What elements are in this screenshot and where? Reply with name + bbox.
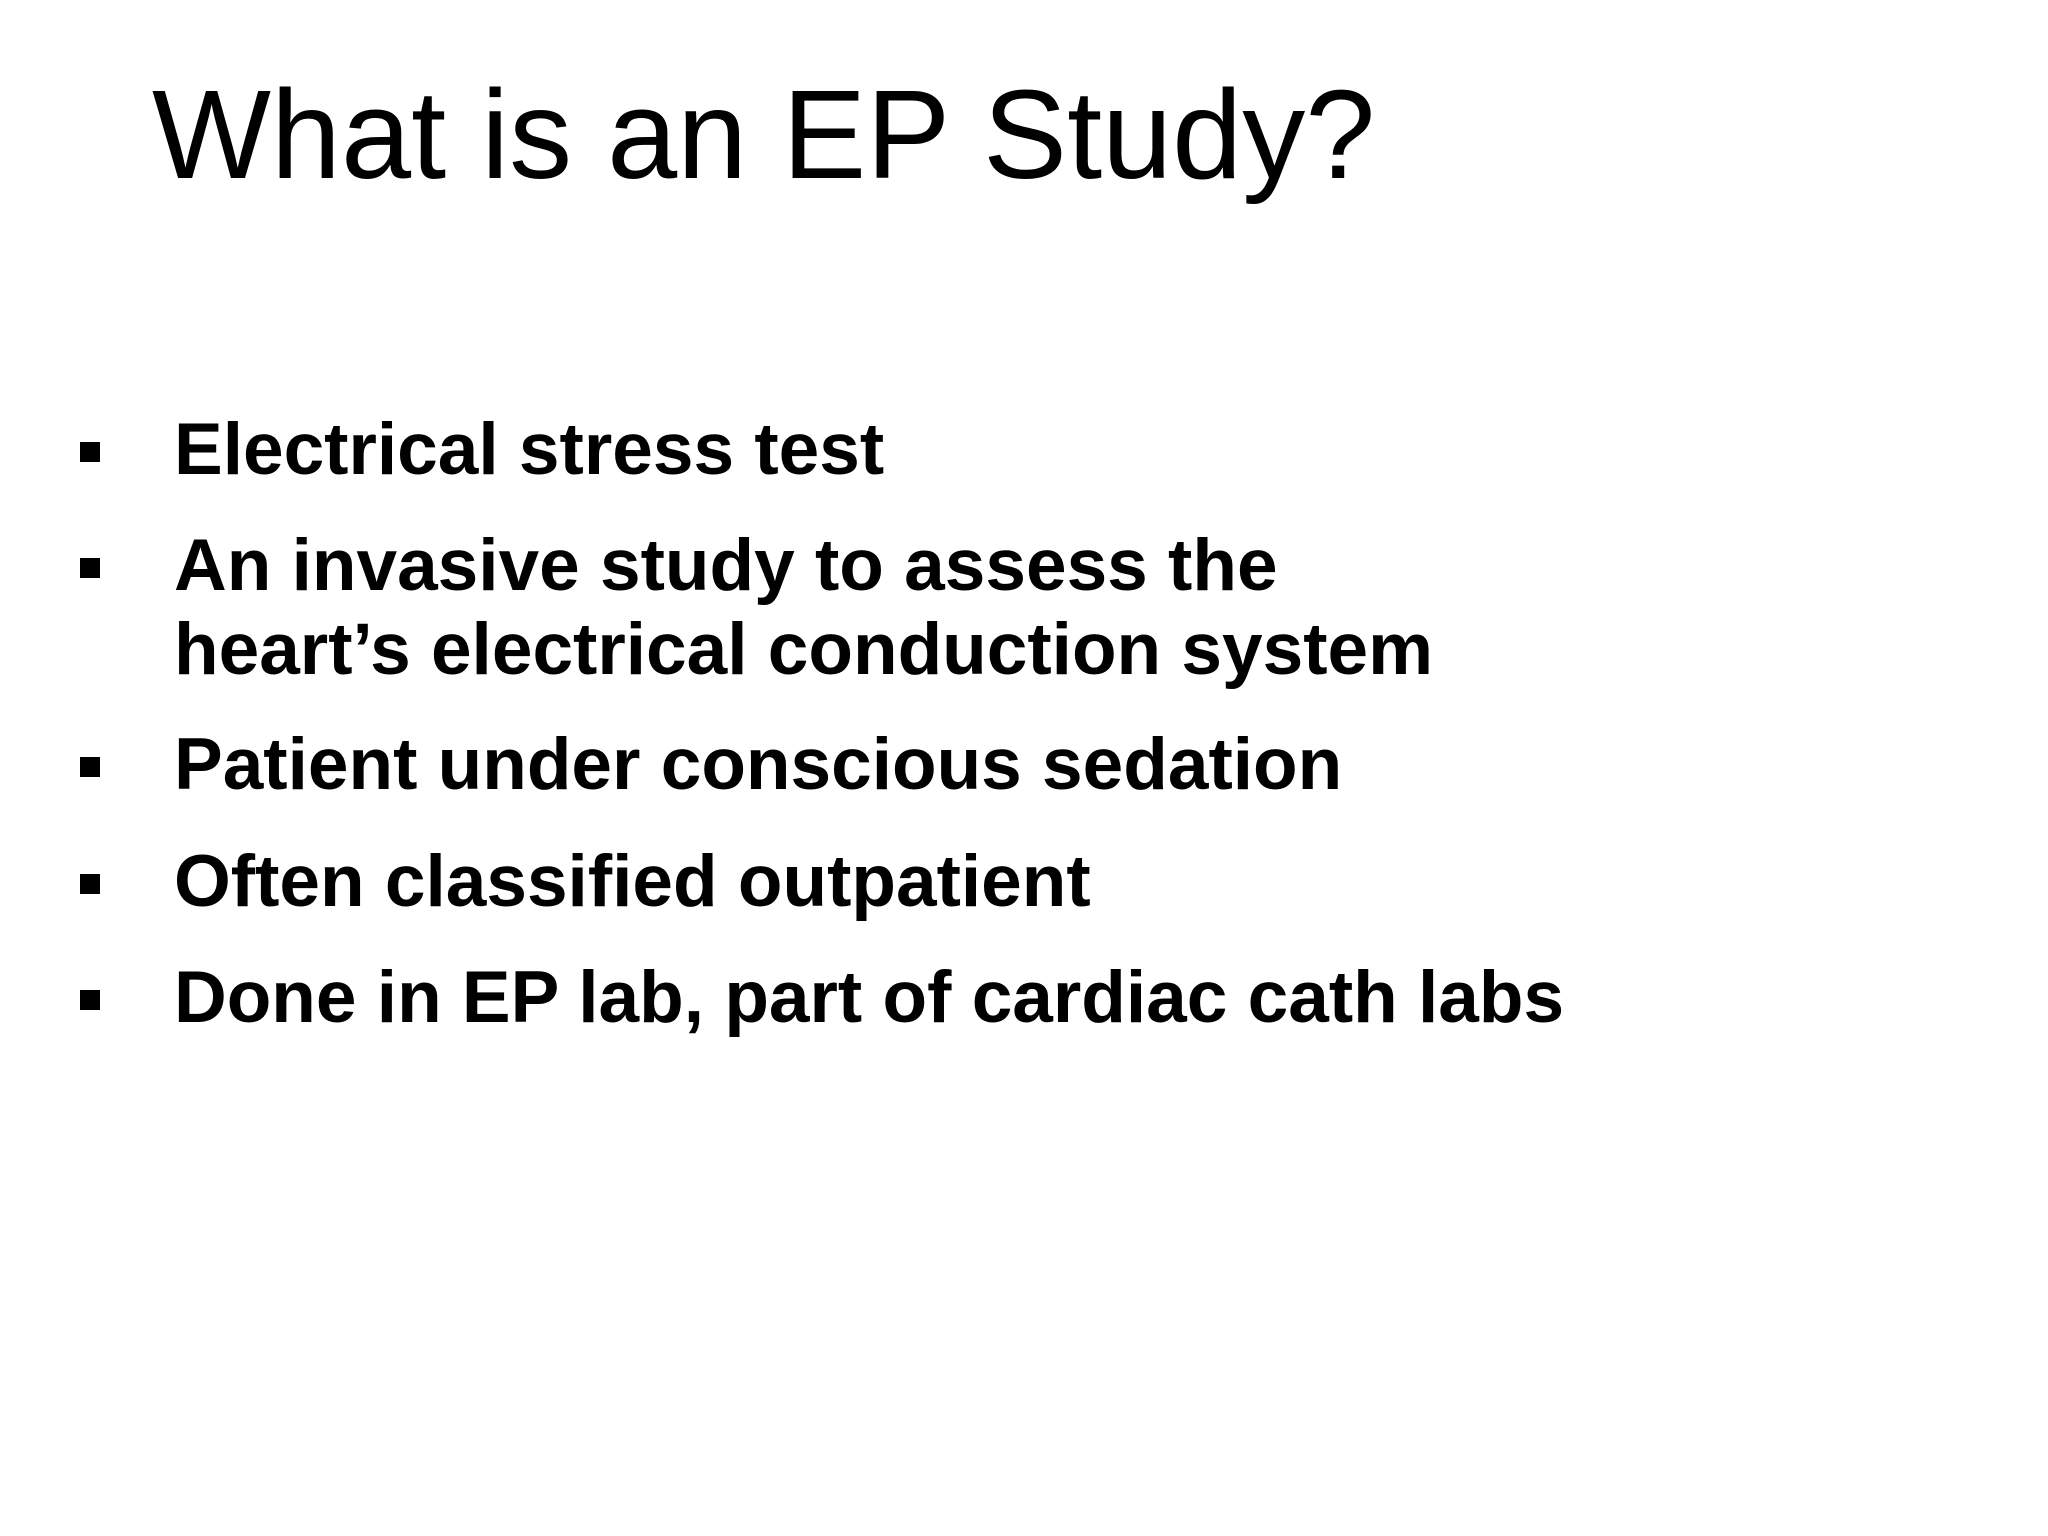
square-bullet-icon: [80, 757, 100, 777]
bullet-text: [174, 956, 1564, 1040]
bullet-text: [174, 524, 1433, 692]
bullet-line: heart’s electrical conduction system: [174, 609, 1434, 690]
bullet-text: [174, 840, 1091, 924]
bullet-text: [174, 723, 1342, 807]
bullet-line: Done in EP lab, part of cardiac cath labs: [174, 957, 1565, 1038]
bullet-line: Electrical stress test: [174, 409, 885, 490]
square-bullet-icon: [80, 442, 100, 462]
bullet-line: Patient under conscious sedation: [174, 724, 1343, 805]
slide-title: What is an EP Study?: [152, 64, 1376, 205]
bullet-line: An invasive study to assess the: [174, 525, 1278, 606]
square-bullet-icon: [80, 558, 100, 578]
square-bullet-icon: [80, 990, 100, 1010]
square-bullet-icon: [80, 874, 100, 894]
bullet-text: [174, 408, 884, 492]
bullet-line: Often classified outpatient: [174, 841, 1091, 922]
